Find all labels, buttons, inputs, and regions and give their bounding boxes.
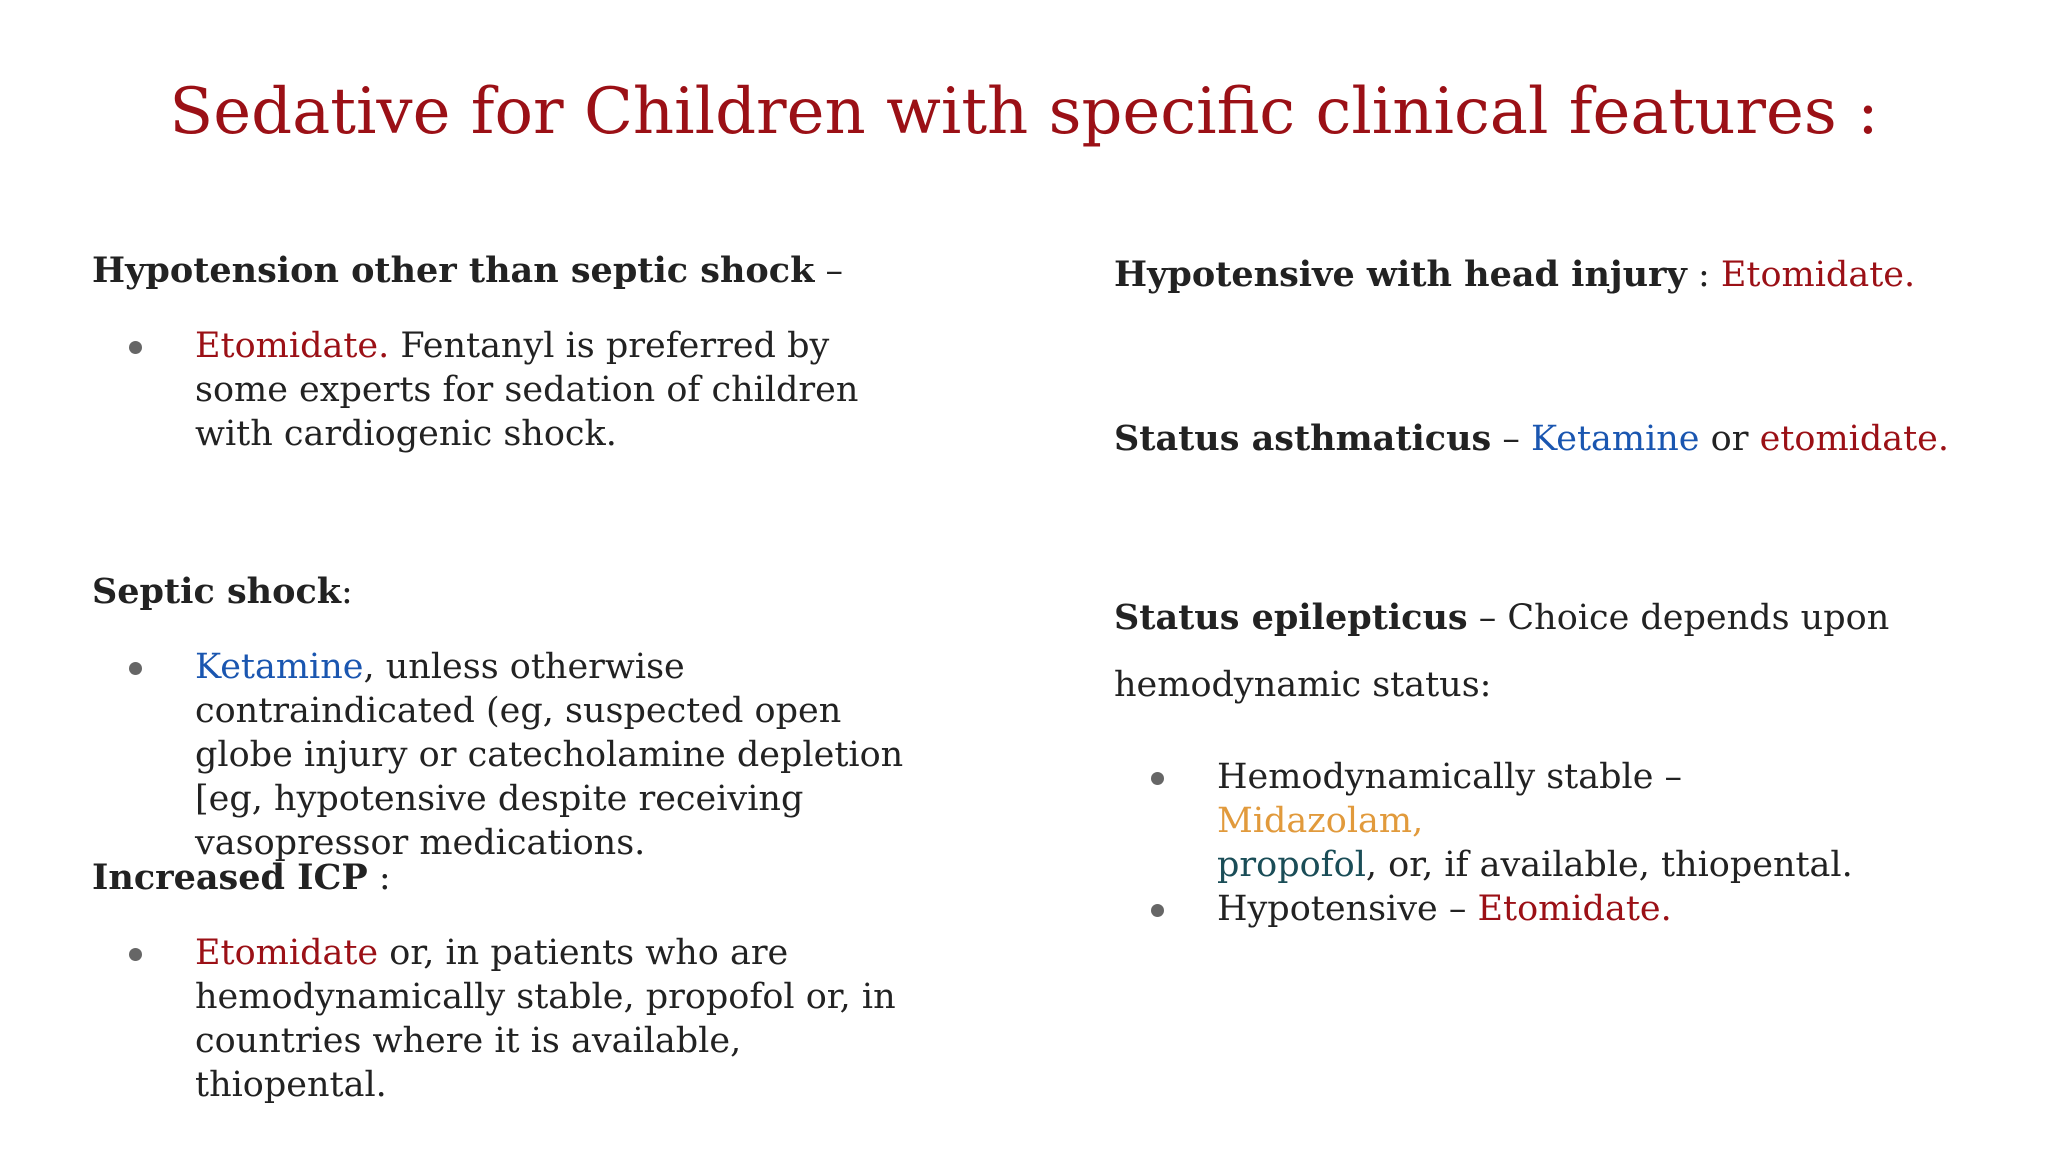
bullet-suffix: , or, if available, thiopental. bbox=[1365, 845, 1853, 885]
slide-title: Sedative for Children with specific clinical features : bbox=[169, 75, 1879, 149]
list-item bbox=[1114, 755, 1874, 887]
bullet-prefix: Hemodynamically stable – bbox=[1217, 757, 1683, 797]
list-item bbox=[1114, 887, 1874, 931]
section-status-epilepticus bbox=[1114, 584, 1889, 931]
bullet-list bbox=[92, 645, 932, 865]
section-hypotension bbox=[92, 248, 932, 456]
section-head-injury bbox=[1114, 252, 1915, 298]
drug-name-midazolam: Midazolam, bbox=[1217, 801, 1424, 841]
bullet-text: , unless otherwise contraindicated (eg, suspected open globe injury or catecholamine depletion [eg, hypotensive despite receiving vasopressor medications. bbox=[195, 647, 904, 863]
drug-name: Etomidate. bbox=[1477, 889, 1672, 929]
section-heading bbox=[92, 569, 932, 615]
bullet-text: Fentanyl is preferred by some experts for sedation of children with cardiogenic shock. bbox=[195, 326, 859, 454]
bullet-icon bbox=[129, 948, 142, 961]
heading-suffix: : bbox=[341, 572, 353, 612]
section-heading bbox=[1114, 584, 1889, 652]
bullet-icon bbox=[129, 341, 142, 354]
section-status-asthmaticus bbox=[1114, 416, 1949, 462]
heading-label: Septic shock bbox=[92, 571, 342, 612]
section-heading bbox=[1114, 416, 1949, 462]
bullet-list bbox=[92, 931, 932, 1107]
heading-text: – Choice depends upon bbox=[1467, 598, 1890, 638]
heading-separator: : bbox=[1686, 255, 1721, 295]
section-heading bbox=[92, 248, 932, 294]
section-septic-shock bbox=[92, 569, 932, 865]
drug-name: Etomidate. bbox=[1720, 255, 1916, 295]
bullet-icon bbox=[1151, 772, 1164, 785]
list-item bbox=[92, 931, 932, 1107]
drug-name-ketamine: Ketamine bbox=[1531, 419, 1700, 459]
heading-separator: – bbox=[1491, 419, 1532, 459]
drug-name: Etomidate. bbox=[195, 326, 390, 366]
heading-label: Status epilepticus bbox=[1114, 597, 1468, 638]
drug-name-etomidate: etomidate. bbox=[1759, 419, 1950, 459]
bullet-prefix: Hypotensive – bbox=[1217, 889, 1478, 929]
heading-suffix: – bbox=[814, 251, 843, 291]
bullet-list bbox=[1114, 755, 1874, 931]
conjunction: or bbox=[1699, 419, 1760, 459]
section-increased-icp bbox=[92, 855, 932, 1107]
drug-name-propofol: propofol bbox=[1217, 845, 1366, 885]
heading-label: Status asthmaticus bbox=[1114, 418, 1492, 459]
list-item bbox=[92, 645, 932, 865]
drug-name: Ketamine bbox=[195, 647, 364, 687]
heading-label: Hypotension other than septic shock bbox=[92, 250, 815, 291]
bullet-icon bbox=[1151, 904, 1164, 917]
section-heading bbox=[92, 855, 932, 901]
section-heading bbox=[1114, 252, 1915, 298]
heading-text-continued: hemodynamic status: bbox=[1114, 665, 1492, 705]
drug-name: Etomidate bbox=[195, 933, 379, 973]
list-item bbox=[92, 324, 932, 456]
heading-label: Increased ICP bbox=[92, 857, 368, 898]
bullet-list bbox=[92, 324, 932, 456]
heading-suffix: : bbox=[367, 858, 391, 898]
bullet-icon bbox=[129, 662, 142, 675]
heading-label: Hypotensive with head injury bbox=[1114, 254, 1687, 295]
bullet-text: or, in patients who are hemodynamically stable, propofol or, in countries where it is available, thiopental. bbox=[195, 933, 896, 1105]
